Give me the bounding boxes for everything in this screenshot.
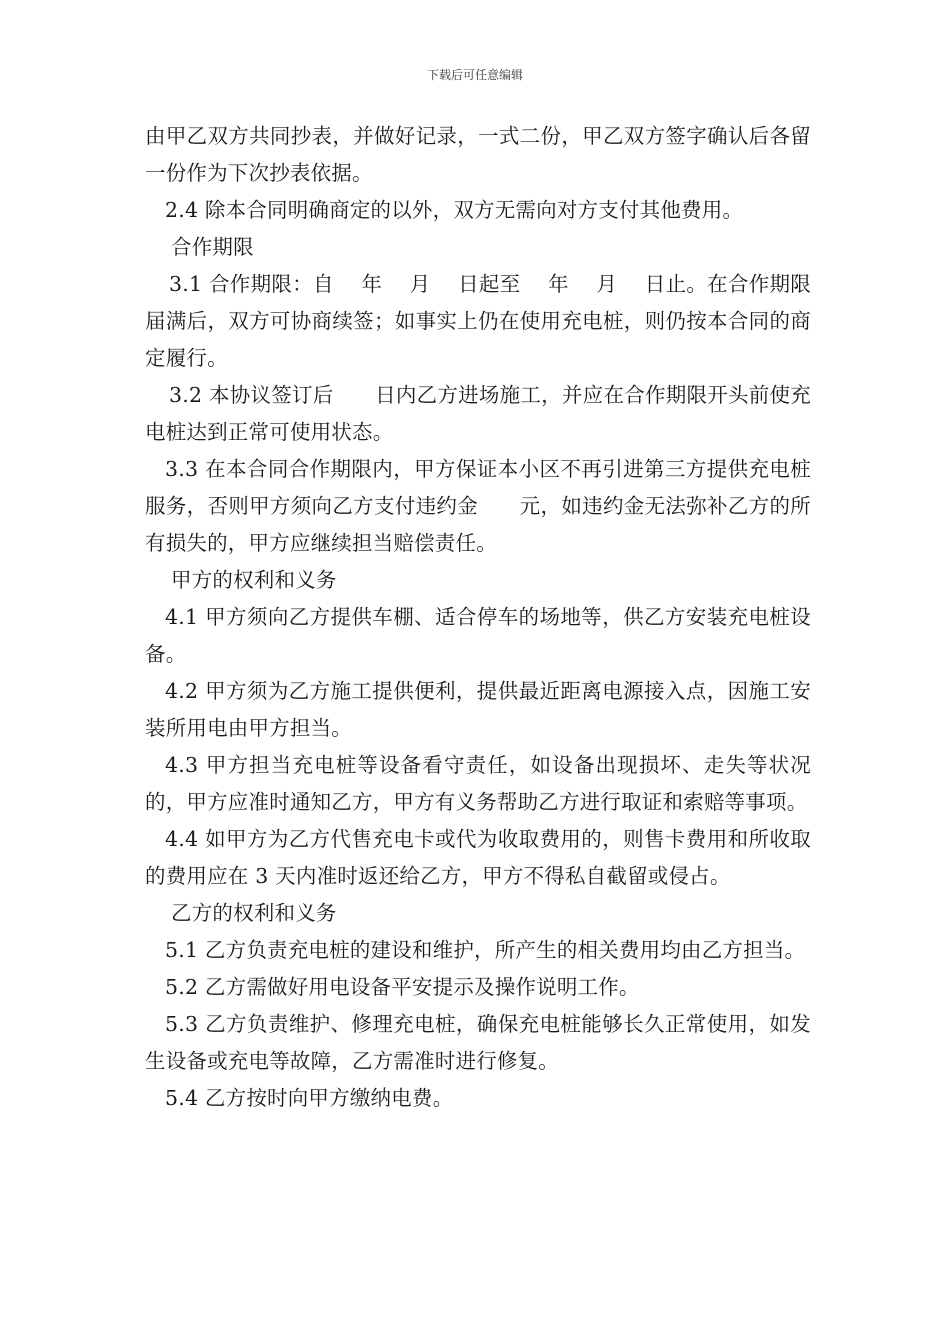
document-body xyxy=(145,118,811,1117)
paragraph: 5.1 乙方负责充电桩的建设和维护，所产生的相关费用均由乙方担当。 xyxy=(165,938,806,962)
paragraph: 5.3 乙方负责维护、修理充电桩，确保充电桩能够长久正常使用，如发生设备或充电等故障，乙方需准时进行修复。 xyxy=(145,1012,811,1073)
paragraph: 4.2 甲方须为乙方施工提供便利，提供最近距离电源接入点，因施工安装所用电由甲方担当。 xyxy=(145,679,811,740)
paragraph: 5.4 乙方按时向甲方缴纳电费。 xyxy=(165,1086,454,1110)
page-header: 下载后可任意编辑 xyxy=(426,68,523,82)
paragraph: 2.4 除本合同明确商定的以外，双方无需向对方支付其他费用。 xyxy=(165,198,744,222)
section-heading: 乙方的权利和义务 xyxy=(171,901,337,925)
paragraph: 3.2 本协议签订后 日内乙方进场施工，并应在合作期限开头前使充电桩达到正常可使用状态。 xyxy=(145,383,811,444)
paragraph: 3.3 在本合同合作期限内，甲方保证本小区不再引进第三方提供充电桩服务，否则甲方须向乙方支付违约金 元，如违约金无法弥补乙方的所有损失的，甲方应继续担当赔偿责任。 xyxy=(145,457,811,555)
section-heading: 合作期限 xyxy=(171,235,254,259)
paragraph: 4.4 如甲方为乙方代售充电卡或代为收取费用的，则售卡费用和所收取的费用应在 3 天内准时返还给乙方，甲方不得私自截留或侵占。 xyxy=(145,827,811,888)
paragraph: 4.1 甲方须向乙方提供车棚、适合停车的场地等，供乙方安装充电桩设备。 xyxy=(145,605,811,666)
paragraph: 4.3 甲方担当充电桩等设备看守责任，如设备出现损坏、走失等状况的，甲方应准时通知乙方，甲方有义务帮助乙方进行取证和索赔等事项。 xyxy=(145,753,811,814)
paragraph: 3.1 合作期限：自 年 月 日起至 年 月 日止。在合作期限届满后，双方可协商续签；如事实上仍在使用充电桩，则仍按本合同的商定履行。 xyxy=(145,272,811,370)
paragraph: 5.2 乙方需做好用电设备平安提示及操作说明工作。 xyxy=(165,975,640,999)
section-heading: 甲方的权利和义务 xyxy=(171,568,337,592)
paragraph: 由甲乙双方共同抄表，并做好记录，一式二份，甲乙双方签字确认后各留一份作为下次抄表依据。 xyxy=(145,124,811,185)
